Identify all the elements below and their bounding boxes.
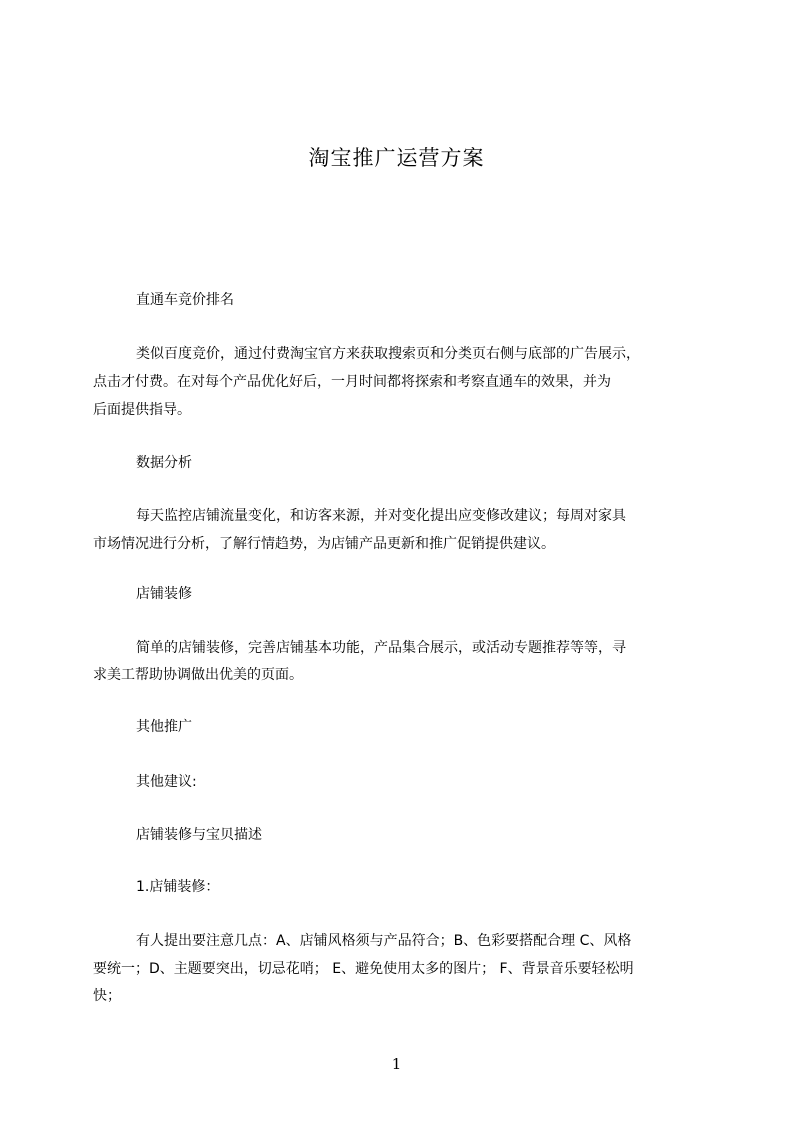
paragraph-line: 快； <box>93 988 121 1004</box>
paragraph-line: 要统一；D、主题要突出，切忌花哨； E、避免使用太多的图片； F、背景音乐要轻松明 <box>93 961 634 977</box>
paragraph-line: 求美工帮助协调做出优美的页面。 <box>93 667 303 683</box>
heading-other-suggestions: 其他建议: <box>136 774 197 790</box>
section-heading-data-analysis: 数据分析 <box>136 455 192 471</box>
page-number: 1 <box>391 1055 402 1073</box>
paragraph-line: 有人提出要注意几点：A、店铺风格须与产品符合；B、色彩要搭配合理 C、风格 <box>136 933 632 949</box>
paragraph-line: 后面提供指导。 <box>93 402 191 418</box>
section-heading-shop-decoration: 店铺装修 <box>136 586 192 602</box>
paragraph-line: 简单的店铺装修，完善店铺基本功能，产品集合展示，或活动专题推荐等等，寻 <box>136 640 626 656</box>
document-title: 淘宝推广运营方案 <box>308 146 485 170</box>
section-heading-through-train: 直通车竞价排名 <box>136 292 234 308</box>
heading-shop-decoration-description: 店铺装修与宝贝描述 <box>136 827 262 843</box>
paragraph-line: 每天监控店铺流量变化，和访客来源，并对变化提出应变修改建议；每周对家具 <box>136 508 626 524</box>
heading-other-promotion: 其他推广 <box>136 719 192 735</box>
paragraph-line: 类似百度竞价，通过付费淘宝官方来获取搜索页和分类页右侧与底部的广告展示， <box>136 346 640 362</box>
numbered-item-shop-decoration: 1.店铺装修： <box>136 879 220 895</box>
paragraph-line: 点击才付费。在对每个产品优化好后，一月时间都将探索和考察直通车的效果，并为 <box>93 374 611 390</box>
paragraph-line: 市场情况进行分析，了解行情趋势，为店铺产品更新和推广促销提供建议。 <box>93 536 555 552</box>
